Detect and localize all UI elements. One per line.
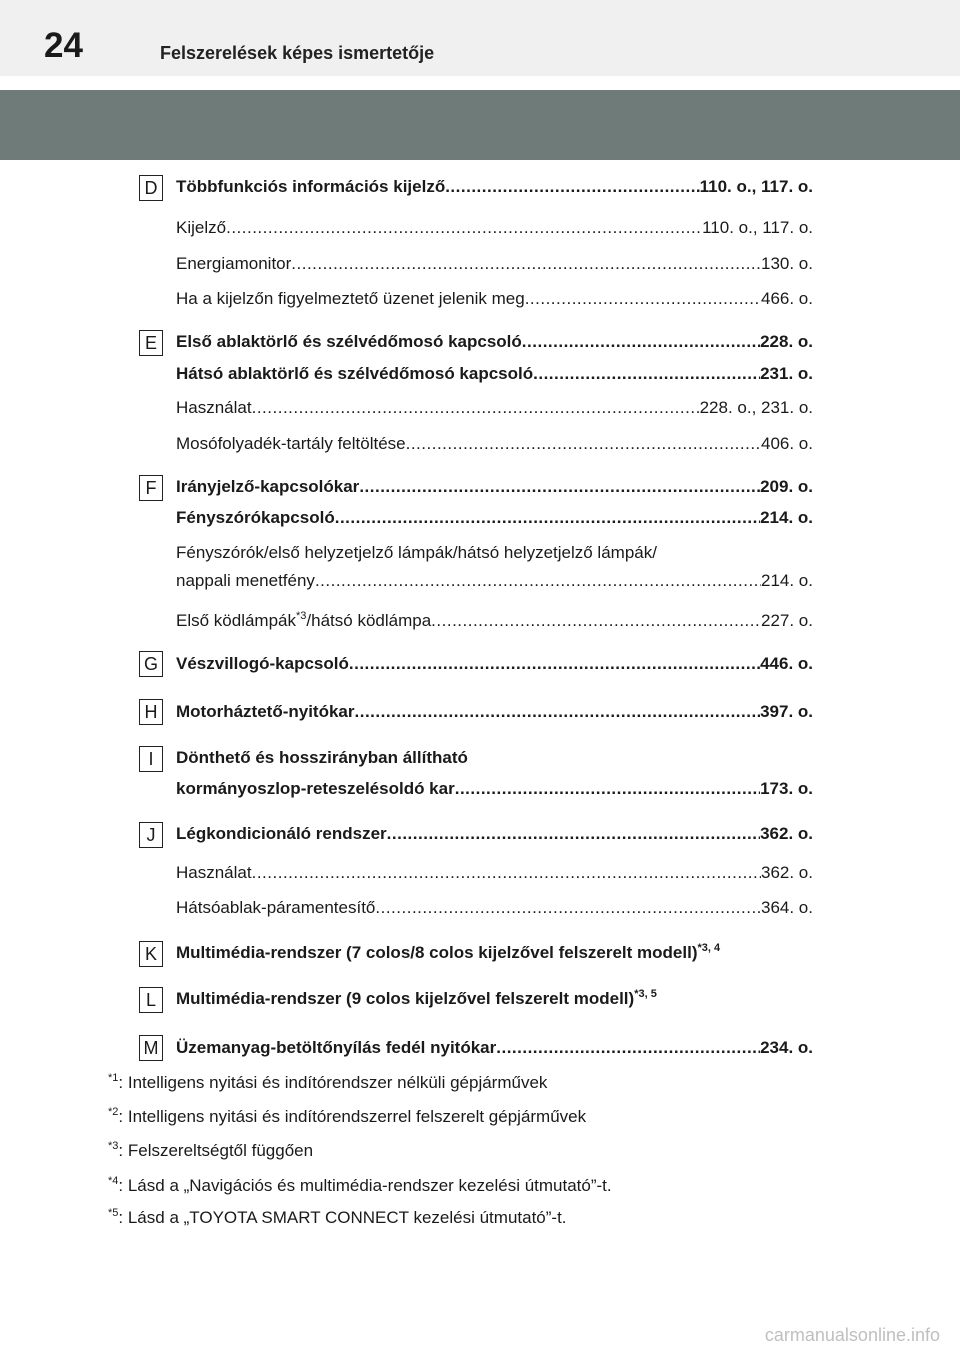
entry-title: Hátsó ablaktörlő és szélvédőmosó kapcsoló — [176, 364, 534, 383]
entry-steering-lock — [176, 778, 813, 800]
entry-daytime-running — [176, 570, 813, 592]
entry-page: 362. o. — [761, 863, 813, 882]
entry-title: Üzemanyag-betöltőnyílás fedél nyitókar — [176, 1038, 497, 1057]
entry-page: 234. o. — [760, 1038, 813, 1057]
entry-title: Vészvillogó-kapcsoló — [176, 654, 349, 673]
entry-multi-info-display — [176, 176, 813, 198]
watermark: carmanualsonline.info — [764, 1325, 940, 1345]
entry-hazard-switch — [176, 653, 813, 675]
header-bar — [0, 0, 960, 76]
entry-rear-wiper — [176, 363, 813, 385]
entry-title: Légkondicionáló rendszer — [176, 824, 387, 843]
footnote-mark: *2 — [108, 1106, 119, 1118]
entry-ac-usage — [176, 862, 813, 884]
entry-page: 362. o. — [760, 824, 813, 843]
entry-title: Motorháztető-nyitókar — [176, 702, 355, 721]
label-m: M — [139, 1035, 163, 1061]
footnote-text: : Intelligens nyitási és indítórendszer nélküli gépjárművek — [118, 1073, 548, 1092]
entry-page: 446. o. — [760, 654, 813, 673]
entry-page: 231. o. — [760, 364, 813, 383]
entry-title: Ha a kijelzőn figyelmeztető üzenet jelenik meg — [176, 289, 525, 308]
entry-title: Irányjelző-kapcsolókar — [176, 477, 360, 496]
entry-title: kormányoszlop-reteszelésoldó kar — [176, 779, 455, 798]
entry-title: Fényszórókapcsoló — [176, 508, 335, 527]
entry-warning-message — [176, 288, 813, 310]
entry-page: 228. o. — [760, 332, 813, 351]
footnote-3 — [108, 1140, 313, 1162]
entry-headlight-switch — [176, 507, 813, 529]
footnote-text: : Felszereltségtől függően — [118, 1141, 314, 1160]
entry-title-rest: /hátsó ködlámpa — [306, 611, 432, 630]
header-band — [0, 90, 960, 160]
entry-page: 364. o. — [761, 898, 813, 917]
label-h: H — [139, 699, 163, 725]
entry-title: Első ködlámpák — [176, 611, 297, 630]
footnote-mark: *3 — [108, 1140, 119, 1152]
footnote-5 — [108, 1207, 567, 1229]
entry-multimedia-7-8 — [176, 942, 720, 964]
entry-page: 214. o. — [761, 571, 813, 590]
label-g: G — [139, 651, 163, 677]
footnote-mark: *4 — [108, 1175, 119, 1187]
entry-title: Első ablaktörlő és szélvédőmosó kapcsoló — [176, 332, 522, 351]
entry-hood-lever — [176, 701, 813, 723]
label-j: J — [139, 822, 163, 848]
entry-air-conditioning — [176, 823, 813, 845]
entry-fuel-door — [176, 1037, 813, 1059]
footnote-4 — [108, 1175, 612, 1197]
footnote-text: : Lásd a „Navigációs és multimédia-rendszer kezelési útmutató”-t. — [118, 1176, 612, 1195]
entry-page: 173. o. — [760, 779, 813, 798]
entry-page: 406. o. — [761, 434, 813, 453]
entry-display — [176, 217, 813, 239]
footnote-ref: *3 — [296, 610, 307, 622]
entry-page: 227. o. — [761, 611, 813, 630]
entry-washer-fluid — [176, 433, 813, 455]
entry-fog-lamps — [176, 610, 813, 632]
entry-page: 214. o. — [760, 508, 813, 527]
entry-title: nappali menetfény — [176, 571, 315, 590]
footnote-ref: *3, 5 — [634, 988, 657, 1000]
entry-title: Multimédia-rendszer (7 colos/8 colos kijelzővel felszerelt modell) — [176, 943, 698, 962]
footnote-text: : Intelligens nyitási és indítórendszerrel felszerelt gépjárművek — [118, 1107, 587, 1126]
entry-page: 110. o., 117. o. — [702, 218, 813, 237]
label-f: F — [139, 475, 163, 501]
entry-title: Használat — [176, 863, 252, 882]
entry-energy-monitor — [176, 253, 813, 275]
section-title: Felszerelések képes ismertetője — [160, 43, 435, 63]
entry-title: Kijelző — [176, 218, 227, 237]
entry-page: 130. o. — [761, 254, 813, 273]
entry-title: Energiamonitor — [176, 254, 292, 273]
label-k: K — [139, 941, 163, 967]
entry-title: Többfunkciós információs kijelző — [176, 177, 446, 196]
label-i: I — [139, 746, 163, 772]
entry-page: 209. o. — [760, 477, 813, 496]
footnote-text: : Lásd a „TOYOTA SMART CONNECT kezelési útmutató”-t. — [118, 1208, 567, 1227]
entry-front-wiper — [176, 331, 813, 353]
footnote-mark: *1 — [108, 1072, 119, 1084]
entry-headlights-line1: Fényszórók/első helyzetjelző lámpák/hátsó helyzetjelző lámpák/ — [176, 543, 657, 562]
footnote-1 — [108, 1072, 547, 1094]
page-number: 24 — [44, 26, 83, 65]
entry-multimedia-9 — [176, 988, 657, 1010]
entry-page: 397. o. — [760, 702, 813, 721]
entry-rear-defogger — [176, 897, 813, 919]
footnote-2 — [108, 1106, 586, 1128]
entry-title: Használat — [176, 398, 252, 417]
entry-turn-signal — [176, 476, 813, 498]
entry-title: Multimédia-rendszer (9 colos kijelzővel felszerelt modell) — [176, 989, 635, 1008]
entry-page: 110. o., 117. o. — [699, 177, 813, 196]
footnote-mark: *5 — [108, 1207, 119, 1219]
label-e: E — [139, 330, 163, 356]
entry-title: Mosófolyadék-tartály feltöltése — [176, 434, 406, 453]
footnote-ref: *3, 4 — [697, 942, 721, 954]
label-d: D — [139, 175, 163, 201]
entry-usage — [176, 397, 813, 419]
entry-page: 466. o. — [761, 289, 813, 308]
entry-page: 228. o., 231. o. — [699, 398, 813, 417]
entry-title: Hátsóablak-páramentesítő — [176, 898, 376, 917]
entry-steering-line1: Dönthető és hosszirányban állítható — [176, 748, 468, 767]
label-l: L — [139, 987, 163, 1013]
